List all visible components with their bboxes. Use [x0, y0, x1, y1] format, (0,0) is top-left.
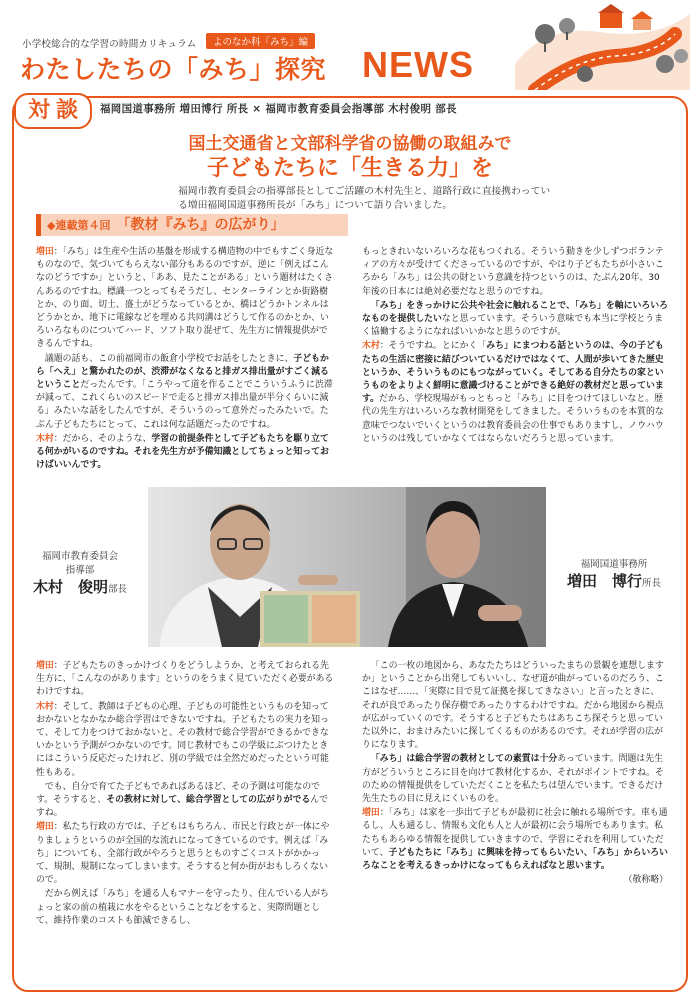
- text: でも、自分で育てた子どもであればあるほど、その予測は可能なのです。そうすると、: [36, 781, 321, 806]
- speaker-masuda: 増田: [36, 247, 54, 257]
- speaker-kimura: 木村: [362, 341, 380, 352]
- text: 議題の話も、この前福岡市の飯倉小学校でお話をしたときに、: [44, 353, 294, 364]
- paragraph: 木村：だから、そのような、学習の前提条件として子どもたちを駆り立てる何かがいるのですね。それを先生方が予備知識としてちょっと知っておけばいいんです。: [36, 433, 329, 471]
- series-title: 「教材『みち』の広がり」: [116, 217, 285, 233]
- emphasis-text: 子どもたちに「みち」に興味を持ってもらいたい、「みち」からいろいろなことを考えるきっかけになってもらえればなと思います。: [362, 847, 669, 872]
- text: んですね。: [36, 795, 328, 819]
- news-wordmark: NEWS: [362, 44, 474, 85]
- lower-right-column: [362, 660, 668, 888]
- emphasis-text: 「みち」をきっかけに公共や社会に触れることで、「みち」を軸にいろいろなものを提供したい: [362, 300, 669, 325]
- paragraph: 増田：「みち」は生産や生活の基盤を形成する構造物の中でもすごく身近なものなので、気づいてもらえない部分もあるのですが、逆に「例えばこんなのどうですか」というと、「ああ、見たことがある」という題材はたくさんあるのですね。標識一つとってもそうだし、センターラインとか街路樹とか、のり面、切土、盛土がどうなっているとか、橋はどうかトンネルはどうかとか、地下に電線などを埋める共同溝はどうして作るのかとか、いろいろなものについてハード、ソフト取り混ぜて、先生方に情報提供ができるんですね。: [36, 247, 334, 350]
- caption-masuda-title: 所長: [642, 578, 662, 589]
- lower-left-column: [36, 660, 336, 929]
- page-header: [0, 0, 700, 92]
- text: 「この一枚の地図から、あなたたちはどういったまちの景観を連想しますか」ということから出発してもいいし、なぜ道が曲がっているのだろう、ここはなぜ……、「実際に目で見て証拠を探してきなさい」と言ったときに、それが良であったり保存樹であったりするわけですね。だから地図から視点が広がっていくのです。そうすると子どもたちはあちこち探そうと思っていた以外に、おまけみたいに探してくるものがあるのです。それが学習の広がりになります。: [362, 661, 664, 751]
- speaker-kimura: 木村: [36, 701, 54, 712]
- header-subtitle: 小学校総合的な学習の時間カリキュラム: [22, 39, 197, 50]
- series-label: ◆連載第４回: [47, 219, 111, 232]
- paragraph: [362, 300, 668, 340]
- speaker-kimura: 木村: [36, 433, 54, 444]
- speaker-masuda: 増田: [36, 822, 54, 833]
- header-badge: よのなか科「みち」編: [206, 33, 315, 49]
- text: だから、学校現場がもっともっと「みち」に目をつけてほしいなと。歴代の先生方はいろいろな教材開発をしてきました。そういうものを本質的な意味でつないでいくというのは教育委員会の仕事でもありますし、ノウハウというのは残していかなくてはならないだろうと思っています。: [362, 394, 664, 444]
- series-banner: [36, 214, 348, 236]
- text: なと思っています。そういう意味でも本当に学校とうまく協働するようになればいいかなと思うのですが。: [362, 314, 664, 338]
- paragraph: [36, 353, 336, 432]
- caption-masuda-name: 増田 博行: [566, 572, 642, 590]
- paragraph: [362, 660, 668, 752]
- paragraph: [36, 888, 336, 928]
- text: だから、そのような、: [62, 433, 152, 444]
- speaker-masuda: 増田: [36, 661, 54, 671]
- text: 子どもたちのきっかけづくりをどうしようか、と考えておられる先生方に、「こんなのがあります」というのをうまく見ていただく必要があるわけですね。: [36, 661, 334, 698]
- headline-line-2: 子どもたちに「生きる力」を: [206, 156, 493, 181]
- caption-kimura-dept: 指導部: [65, 565, 95, 576]
- emphasis-text: あっています。問題は先生方がどういうところに目を向けて教材化するか、それがポイントですね。: [362, 754, 663, 778]
- paragraph: 増田：子どもたちのきっかけづくりをどうしようか、と考えておられる先生方に、「こんなのがあります」というのをうまく見ていただく必要があるわけですね。: [36, 661, 334, 698]
- text: そのための情報提供をしていただくことを私たちは望んでいます。できるだけ先生たちの目に見えにくいものを。: [362, 767, 664, 805]
- text: だったんです。「こうやって道を作ることでこういうふうに渋滞が減って、これくらいのスピードで走ると排ガス排出量が半分くらいに減る」みたいな話をしたんですが、そういうのって意外だったみたいで。たぶん子どもたちにとって、これは何な話題だったのですね。: [36, 380, 333, 430]
- page-title: わたしたちの「みち」探究: [20, 55, 327, 84]
- paragraph: 増田：「みち」は家を一歩出て子どもが最初に社会に触れる場所です。車も通るし、人も通るし、情報も文化も人と人が最初に会う場所でもあります。私たちもあらゆる情報を提供していきますので、学習にそれを利用していただいて、子どもたちに「みち」に興味を持ってもらいたい、「みち」からいろいろなことを考えるきっかけになってもらえればなと思います。: [362, 808, 669, 872]
- participants-line: 福岡国道事務所 増田博行 所長 × 福岡市教育委員会指導部 木村俊明 部長: [100, 103, 457, 115]
- interview-photo: [148, 487, 546, 647]
- text: もっときれいないろいろな花もつくれる。そういう動きを少しずつボランティアの方々が受けてくださっているのですが、やはり子どもたちが小さいころから「みち」は公共の財という意識を持つというのは、たぶん20年、30年後の日本には絶対必要だなと思うのですね。: [362, 247, 664, 297]
- text: 私たち行政の方では、子どもはもちろん、市民と行政とが一体にやりましょうというのが全国的な流れになってきているのです。例えば「みち」についても、全部行政がやろうと思うとものすごくコストがかかって、規制、規制になってしまいます。そうすると何か街がおもしろくないので。: [36, 822, 330, 886]
- headline-line-1: 国土交通省と文部科学省の協働の取組みで: [188, 134, 512, 154]
- upper-left-column: [36, 246, 336, 473]
- taidan-label: 対談: [14, 93, 92, 129]
- text: そして、教師は子どもの心理、子どもの可能性というものを知っておかないとなかなか総合学習はできないですね。子どもたちの実力を知って、そして力をつけておかないと、その教材で総合学習ができるかできないかという予測がつかないのです。同じ教材でもこの学級にぶつけたときにはこういう反応だったけれど、別の学級では全然だめだったという可能性もある。: [36, 701, 329, 778]
- town-road-illustration-icon: [505, 4, 695, 90]
- paragraph: 木村：そして、教師は子どもの心理、子どもの可能性というものを知っておかないとなかなか総合学習はできないですね。子どもたちの実力を知って、そして力をつけておかないと、その教材で総合学習ができるかできないかという予測がつかないのです。同じ教材でもこの学級にぶつけたときにはこういう反応だったけれど、別の学級では全然だめだったという可能性もある。: [36, 701, 329, 778]
- caption-kimura: [18, 548, 142, 597]
- caption-kimura-org: 福岡市教育委員会: [41, 551, 118, 562]
- paragraph: 木村：そうですね。とにかく「みち」にまつわる話というのは、今の子どもたちの生活に密接に結びついているだけではなくて、人間が歩いてきた歴史というか、そういうものにもつながっていく。そしてある自分たちの家というものをよりよく鮮明に意識づけることができる絶好の教材だと思っています。だから、学校現場がもっともっと「みち」に目をつけてほしいなと。歴代の先生方はいろいろな教材開発をしてきました。そういうものを本質的な意味でつないでいくというのは教育委員会の仕事でもありますし、ノウハウというのは残していかなくてはならないだろうと思っています。: [362, 341, 664, 444]
- text: そうですね。とにかく「: [388, 341, 487, 352]
- emphasis-text: 「みち」は総合学習の教材としての素質は十分: [370, 754, 558, 765]
- speaker-masuda: 増田: [362, 808, 380, 819]
- paragraph: 増田：私たち行政の方では、子どもはもちろん、市民と行政とが一体にやりましょうというのが全国的な流れになってきているのです。例えば「みち」についても、全部行政がやろうと思うとものすごくコストがかかって、規制、規制になってしまいます。そうすると何か街がおもしろくないので。: [36, 822, 330, 886]
- paragraph: [362, 753, 668, 806]
- emphasis-text: 子どもから「へえ」と驚かれたのが、渋滞がなくなると排ガス排出量がすごく減るということ: [36, 353, 329, 391]
- emphasis-text: その教材に対して、総合学習としての広がりがでる: [106, 795, 311, 806]
- caption-masuda-org: 福岡国道事務所: [580, 559, 648, 570]
- caption-masuda: [550, 556, 678, 591]
- paragraph: [36, 781, 336, 821]
- closing-note: （敬称略）: [623, 875, 668, 886]
- emphasis-text: みち」にまつわる話というのは、今の子どもたちの生活に密接に結びついているだけではなくて、人間が歩いてきた歴史というか、そういうものにもつながっていく。そしてある自分たちの家というものをよりよく鮮明に意識づけることができる絶好の教材だと思っています。: [362, 341, 664, 405]
- text: だから例えば「みち」を通る人もマナーを守ったり、住んでいる人がちょっと家の前の植栽に水をやるということなどをすると、実際問題として、維持作業のコストも節減できるし、: [36, 889, 329, 926]
- text: 「みち」は家を一歩出て子どもが最初に社会に触れる場所です。車も通るし、人も通るし、情報も文化も人と人が最初に会う場所でもあります。私たちもあらゆる情報を提供していきますので、学習にそれを利用していただいて、: [362, 808, 668, 858]
- lead-paragraph: 福岡市教育委員会の指導部長としてご活躍の木村先生と、道路行政に直接携わっている増田福岡国道事務所長が「みち」について語り合いました。: [178, 186, 551, 211]
- paragraph: [362, 246, 668, 299]
- text: 「みち」は生産や生活の基盤を形成する構造物の中でもすごく身近なものなので、気づいてもらえない部分もあるのですが、逆に「例えばこんなのどうですか」というと、「ああ、見たことがある」という題材はたくさんあるのですね。標識一つとってもそうだし、センターラインとか街路樹とか、のり面、切土、盛土がどうなっているとか、橋はどうかトンネルはどうかとか、地下に電線などを埋める共同溝はどうして作るのかとか、いろいろなものについてハード、ソフト取り混ぜて、先生方に情報提供ができるんですね。: [36, 247, 334, 350]
- emphasis-text: 学習の前提条件として子どもたちを駆り立てる何かがいるのですね。それを先生方が予備知識としてちょっと知っておけばいいんです。: [36, 433, 329, 471]
- caption-kimura-name: 木村 俊明: [32, 578, 108, 596]
- upper-right-column: [362, 246, 668, 447]
- caption-kimura-title: 部長: [108, 584, 128, 595]
